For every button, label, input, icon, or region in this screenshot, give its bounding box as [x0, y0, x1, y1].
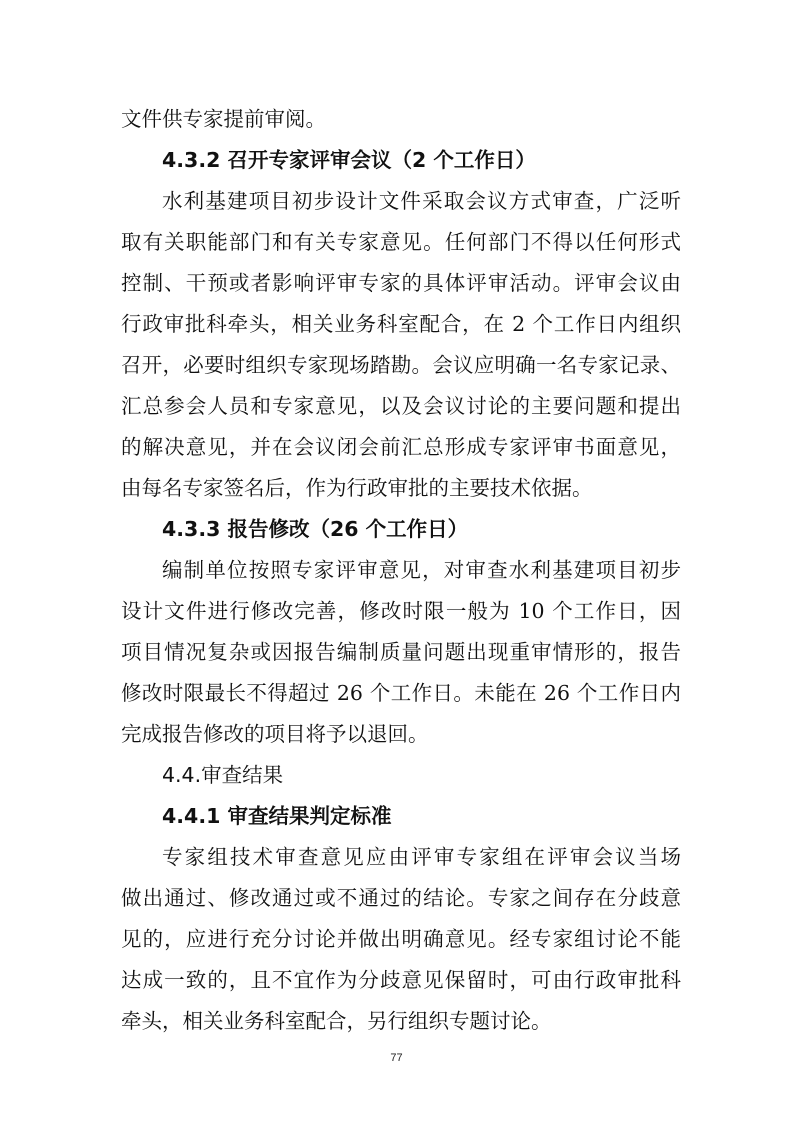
section-heading-4-3-2: 4.3.2 召开专家评审会议（2 个工作日）: [162, 148, 536, 172]
paragraph-line: 牵头，相关业务科室配合，另行组织专题讨论。: [121, 1009, 552, 1033]
paragraph-line: 修改时限最长不得超过 26 个工作日。未能在 26 个工作日内: [121, 681, 681, 705]
paragraph-line: 控制、干预或者影响评审专家的具体评审活动。评审会议由: [121, 271, 681, 295]
paragraph-line: 达成一致的，且不宜作为分歧意见保留时，可由行政审批科: [121, 968, 681, 992]
paragraph-line: 完成报告修改的项目将予以退回。: [121, 722, 429, 746]
paragraph-line: 由每名专家签名后，作为行政审批的主要技术依据。: [121, 476, 593, 500]
section-heading-4-4-1: 4.4.1 审查结果判定标准: [162, 804, 392, 828]
paragraph-line: 的解决意见，并在会议闭会前汇总形成专家评审书面意见，: [121, 435, 681, 459]
paragraph-line: 水利基建项目初步设计文件采取会议方式审查，广泛听: [162, 189, 681, 213]
paragraph-line: 取有关职能部门和有关专家意见。任何部门不得以任何形式: [121, 230, 681, 254]
paragraph-line: 汇总参会人员和专家意见，以及会议讨论的主要问题和提出: [121, 394, 681, 418]
paragraph-line: 见的，应进行充分讨论并做出明确意见。经专家组讨论不能: [121, 927, 681, 951]
page-number: 77: [390, 1052, 403, 1064]
paragraph-line: 行政审批科牵头，相关业务科室配合，在 2 个工作日内组织: [121, 312, 681, 336]
paragraph-line: 设计文件进行修改完善，修改时限一般为 10 个工作日，因: [121, 599, 681, 623]
paragraph-line: 文件供专家提前审阅。: [121, 107, 326, 131]
paragraph-line: 做出通过、修改通过或不通过的结论。专家之间存在分歧意: [121, 886, 681, 910]
section-heading-4-3-3: 4.3.3 报告修改（26 个工作日）: [162, 517, 469, 541]
paragraph-line: 项目情况复杂或因报告编制质量问题出现重审情形的，报告: [121, 640, 681, 664]
paragraph-line: 编制单位按照专家评审意见，对审查水利基建项目初步: [162, 558, 681, 582]
paragraph-line: 专家组技术审查意见应由评审专家组在评审会议当场: [162, 845, 681, 869]
paragraph-line: 召开，必要时组织专家现场踏勘。会议应明确一名专家记录、: [121, 353, 681, 377]
section-heading-4-4: 4.4.审查结果: [162, 763, 284, 787]
